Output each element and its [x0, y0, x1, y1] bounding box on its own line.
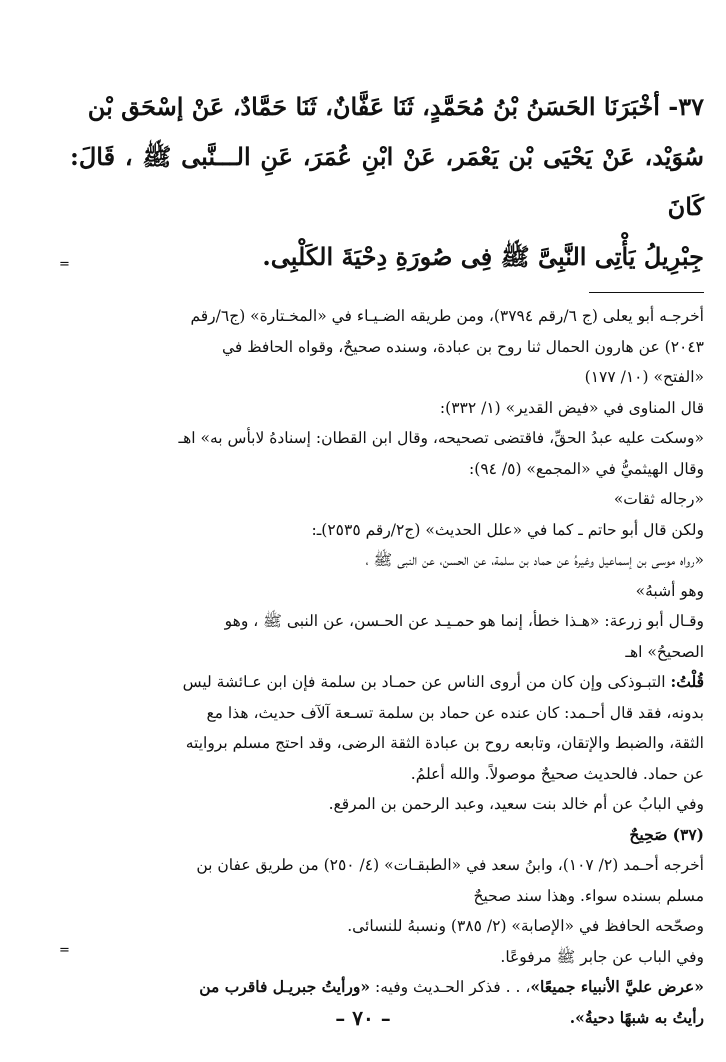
hadith-line: سُوَيْد، عَنْ يَحْيَى بْن يَعْمَر، عَنْ ابْنِ عُمَرَ، عَنِ الـــنَّبى ﷺ ، قَالَ: كَانَ — [70, 142, 704, 221]
note-line: وهو أشبهُ» — [635, 581, 704, 600]
note-line: وقال الهيثميُّ في «المجمع» (٥/ ٩٤): — [469, 459, 704, 478]
quote-bold: «عرض عليَّ الأنبياء جميعًا» — [530, 977, 704, 996]
note-line: «رجاله ثقات» — [613, 490, 704, 508]
footnotes — [70, 301, 704, 1033]
note-line: بدونه، فقد قال أحـمد: كان عنده عن حماد بن سلمة تسـعة آلآف حديث، هذا مع — [206, 703, 704, 722]
margin-mark-bottom: = — [59, 943, 70, 958]
note-line: قال المناوى في «فيض القدير» (١/ ٣٣٢): — [439, 398, 704, 417]
qultu-heading: قُلْتُ: — [670, 672, 704, 691]
note-line: «الفتح» (١٠/ ١٧٧) — [584, 368, 704, 386]
note-line: الصحيحُ» اهـ — [625, 642, 704, 661]
note-line: وفي البابُ عن أم خالد بنت سعيد، وعبد الرحمن بن المرقع. — [328, 795, 704, 813]
note-line: رأيتُ به شبهًا دحيةُ». — [569, 1007, 704, 1027]
note-line: وفي الباب عن جابر ﷺ مرفوعًا. — [500, 947, 704, 966]
hadith-text — [70, 82, 704, 282]
hadith-line: ٣٧- أخْبَرَنَا الحَسَنُ بْنُ مُحَمَّدٍ، ثَنَا عَفَّانٌ، ثَنَا حَمَّادٌ، عَنْ إسْحَق بْن — [87, 92, 704, 121]
hadith-grade-heading: (٣٧) صَحِيحٌ — [629, 824, 704, 844]
page-body — [70, 82, 704, 1033]
note-line: عن حماد. فالحديث صحيحٌ موصولاً. والله أعلمُ. — [410, 764, 704, 783]
note-text: التبـوذكى وإن كان من أروى الناس عن حمـاد بن سلمة فإن ابن عـائشة ليس — [182, 673, 671, 691]
note-line: وصحّحه الحافظ في «الإصابة» (٢/ ٣٨٥) ونسبهُ للنسائى. — [347, 917, 704, 935]
page-number: – ٧٠ – — [335, 1006, 391, 1030]
note-line: أخرجـه أبو يعلى (ج ٦/رقم ٣٧٩٤)، ومن طريقه الضـيـاء في «المخـتارة» (ج٦/رقم — [190, 307, 704, 325]
note-line: وقـال أبو زرعة: «هـذا خطأ، إنما هو حمـيـد عن الحـسن، عن النبى ﷺ ، وهو — [224, 612, 704, 630]
note-line — [70, 972, 704, 1003]
note-line: «وسكت عليه عبدُ الحقِّ، فاقتضى تصحيحه، وقال ابن القطان: إسنادهُ لابأس به» اهـ — [178, 429, 704, 447]
note-text: ، . . فذكر الحـديث وفيه: — [370, 978, 531, 996]
footnote-separator — [589, 292, 704, 293]
note-line: أخرجه أحـمد (٢/ ١٠٧)، وابنُ سعد في «الطبقـات» (٤/ ٢٥٠) من طريق عفان بن — [196, 856, 704, 874]
quote-bold: «ورأيتُ جبريـل فاقرب من — [199, 977, 371, 996]
note-line: «رواه موسى بن إسماعيل وغيرهُ عن حماد بن سلمة، عن الحسن، عن النبى ﷺ ، — [365, 551, 704, 569]
note-line: ٢٠٤٣) عن هارون الحمال ثنا روح بن عبادة، وسنده صحيحٌ، وقواه الحافظ في — [221, 337, 704, 356]
note-line — [70, 667, 704, 698]
note-line: ولكن قال أبو حاتم ـ كما في «علل الحديث» (ج٢/رقم ٢٥٣٥)ـ: — [311, 520, 704, 539]
note-line: الثقة، والضبط والإتقان، وتابعه روح بن عبادة الثقة الرضى، وقد احتج مسلم بروايته — [185, 734, 704, 752]
hadith-line: جِبْرِيلُ يَأْتِى النَّبِىَّ ﷺ فِى صُورَةِ دِحْيَةَ الكَلْبِى. — [262, 242, 704, 271]
note-line: مسلم بسنده سواء. وهذا سند صحيحٌ — [473, 886, 704, 905]
margin-mark-top: = — [59, 257, 70, 272]
